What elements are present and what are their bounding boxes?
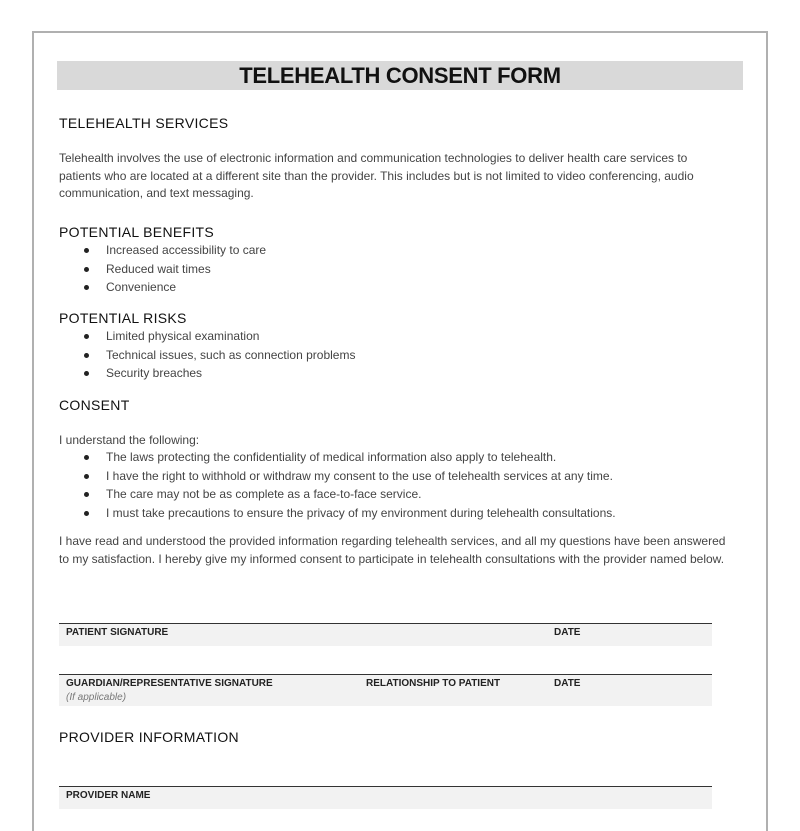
patient-date-label: DATE — [554, 627, 581, 638]
risks-list — [59, 327, 355, 383]
list-item: I must take precautions to ensure the privacy of my environment during telehealth consultations. — [59, 504, 616, 523]
relationship-label: RELATIONSHIP TO PATIENT — [366, 678, 501, 689]
guardian-signature-label: GUARDIAN/REPRESENTATIVE SIGNATURE — [66, 678, 273, 689]
consent-intro: I understand the following: — [59, 433, 200, 447]
form-title: TELEHEALTH CONSENT FORM — [57, 61, 743, 90]
consent-statement: I have read and understood the provided information regarding telehealth services, and all my questions have been answered to my satisfaction. I hereby give my informed consent to participate in telehealth consultations with the provider named below. — [59, 534, 726, 566]
guardian-date-label: DATE — [554, 678, 581, 689]
consent-list — [59, 448, 616, 522]
benefits-heading: POTENTIAL BENEFITS — [59, 224, 215, 240]
provider-heading: PROVIDER INFORMATION — [59, 729, 239, 745]
patient-signature-label: PATIENT SIGNATURE — [66, 627, 169, 638]
provider-name-field[interactable] — [59, 786, 712, 809]
list-item: Convenience — [59, 278, 266, 297]
if-applicable-note: (If applicable) — [66, 692, 127, 703]
list-item: Increased accessibility to care — [59, 241, 266, 260]
benefits-list — [59, 241, 266, 297]
list-item: Limited physical examination — [59, 327, 355, 346]
risks-heading: POTENTIAL RISKS — [59, 310, 187, 326]
list-item: Security breaches — [59, 364, 355, 383]
provider-name-label: PROVIDER NAME — [66, 790, 151, 801]
patient-signature-field[interactable] — [59, 623, 712, 646]
services-text: Telehealth involves the use of electronic information and communication technologies to deliver health care services to patients who are located at a different site than the provider. This includes but is not limited to video conferencing, audio communication, and text messaging. — [59, 151, 694, 200]
list-item: The laws protecting the confidentiality of medical information also apply to telehealth. — [59, 448, 616, 467]
list-item: I have the right to withhold or withdraw my consent to the use of telehealth services at any time. — [59, 467, 616, 486]
guardian-signature-field[interactable] — [59, 674, 712, 706]
consent-heading: CONSENT — [59, 397, 130, 413]
list-item: Reduced wait times — [59, 260, 266, 279]
list-item: The care may not be as complete as a face-to-face service. — [59, 485, 616, 504]
services-heading: TELEHEALTH SERVICES — [59, 115, 229, 131]
list-item: Technical issues, such as connection problems — [59, 346, 355, 365]
